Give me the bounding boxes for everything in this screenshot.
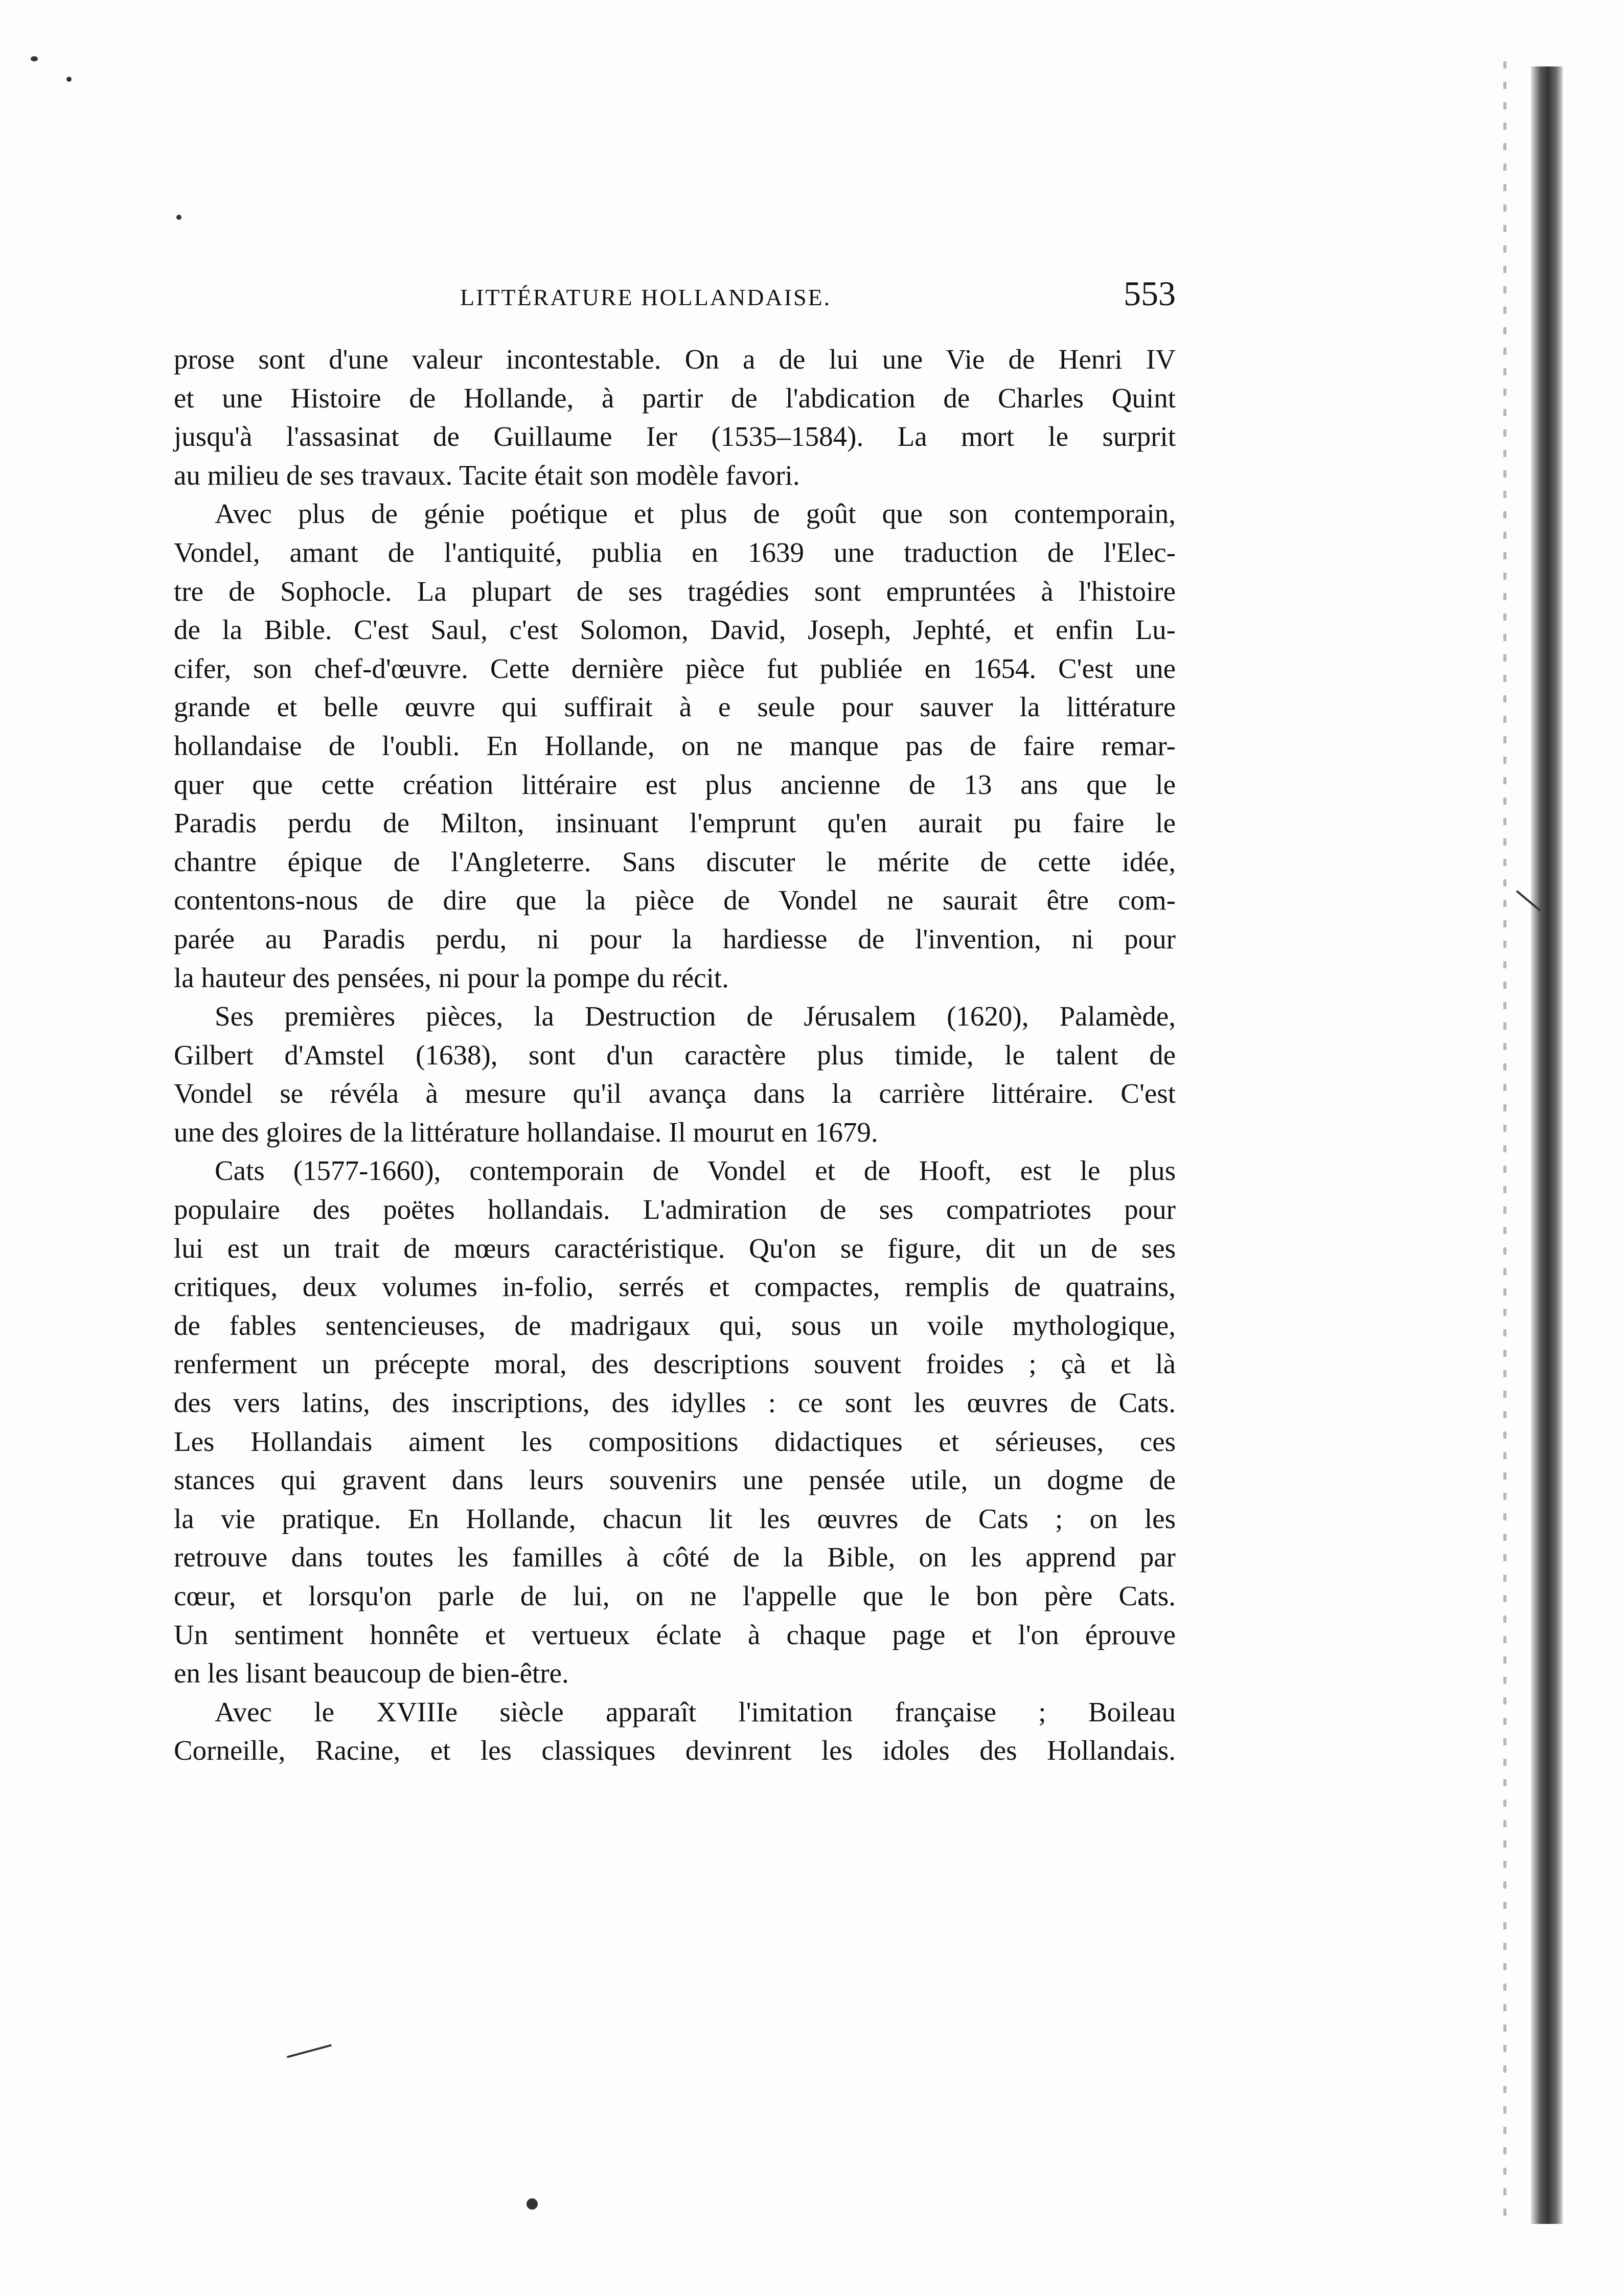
- text-line: en les lisant beaucoup de bien-être.: [174, 1657, 569, 1689]
- text-line: Ses premières pièces, la Destruction de Jérusalem (1620), Palamède,: [215, 1001, 1176, 1032]
- text-line: parée au Paradis perdu, ni pour la hardiesse de l'invention, ni pour: [174, 923, 1176, 954]
- text-line: la vie pratique. En Hollande, chacun lit les œuvres de Cats ; on les: [174, 1503, 1176, 1534]
- text-line: Gilbert d'Amstel (1638), sont d'un caractère plus timide, le talent de: [174, 1039, 1176, 1071]
- text-line: cœur, et lorsqu'on parle de lui, on ne l'appelle que le bon père Cats.: [174, 1580, 1176, 1611]
- text-line: au milieu de ses travaux. Tacite était son modèle favori.: [174, 459, 800, 491]
- pencil-mark: [287, 2044, 332, 2058]
- text-line: de la Bible. C'est Saul, c'est Solomon, David, Joseph, Jephté, et enfin Lu-: [174, 614, 1176, 646]
- text-line: Un sentiment honnête et vertueux éclate à chaque page et l'on éprouve: [174, 1619, 1176, 1650]
- page-number: 553: [1124, 274, 1176, 313]
- page-edge-shadow: [1531, 66, 1563, 2224]
- ink-speck: [176, 215, 181, 220]
- text-line: Corneille, Racine, et les classiques devinrent les idoles des Hollandais.: [174, 1735, 1176, 1766]
- ink-speck: [66, 77, 72, 82]
- text-line: Les Hollandais aiment les compositions didactiques et sérieuses, ces: [174, 1425, 1176, 1457]
- text-line: lui est un trait de mœurs caractéristique. Qu'on se figure, dit un de ses: [174, 1232, 1176, 1264]
- text-line: hollandaise de l'oubli. En Hollande, on ne manque pas de faire remar-: [174, 730, 1176, 761]
- text-line: stances qui gravent dans leurs souvenirs une pensée utile, un dogme de: [174, 1464, 1176, 1496]
- text-line: des vers latins, des inscriptions, des idylles : ce sont les œuvres de Cats.: [174, 1387, 1176, 1419]
- text-line: de fables sentencieuses, de madrigaux qui, sous un voile mythologique,: [174, 1309, 1176, 1341]
- text-line: Cats (1577-1660), contemporain de Vondel et de Hooft, est le plus: [215, 1155, 1176, 1187]
- text-line: quer que cette création littéraire est plus ancienne de 13 ans que le: [174, 768, 1176, 800]
- ink-speck: [527, 2198, 538, 2210]
- text-line: chantre épique de l'Angleterre. Sans discuter le mérite de cette idée,: [174, 846, 1176, 877]
- text-line: retrouve dans toutes les familles à côté de la Bible, on les apprend par: [174, 1541, 1176, 1573]
- text-line: renferment un précepte moral, des descriptions souvent froides ; çà et là: [174, 1348, 1176, 1380]
- text-line: populaire des poëtes hollandais. L'admiration de ses compatriotes pour: [174, 1194, 1176, 1225]
- ink-speck: [31, 56, 38, 61]
- text-line: critiques, deux volumes in-folio, serrés et compactes, remplis de quatrains,: [174, 1271, 1176, 1303]
- text-line: et une Histoire de Hollande, à partir de l'abdication de Charles Quint: [174, 382, 1176, 414]
- text-line: tre de Sophocle. La plupart de ses tragédies sont empruntées à l'histoire: [174, 575, 1176, 607]
- running-title: LITTÉRATURE HOLLANDAISE.: [460, 284, 832, 310]
- text-line: Paradis perdu de Milton, insinuant l'emprunt qu'en aurait pu faire le: [174, 807, 1176, 839]
- text-line: une des gloires de la littérature hollandaise. Il mourut en 1679.: [174, 1116, 878, 1148]
- text-line: prose sont d'une valeur incontestable. On a de lui une Vie de Henri IV: [174, 344, 1176, 375]
- text-line: la hauteur des pensées, ni pour la pompe du récit.: [174, 962, 729, 993]
- text-line: jusqu'à l'assasinat de Guillaume Ier (1535–1584). La mort le surprit: [174, 421, 1176, 452]
- text-line: contentons-nous de dire que la pièce de Vondel ne saurait être com-: [174, 884, 1176, 916]
- text-line: Avec plus de génie poétique et plus de goût que son contemporain,: [215, 498, 1176, 530]
- text-line: Vondel se révéla à mesure qu'il avança dans la carrière littéraire. C'est: [174, 1078, 1176, 1109]
- text-line: Vondel, amant de l'antiquité, publia en 1639 une traduction de l'Elec-: [174, 536, 1176, 568]
- body-text: [174, 340, 1176, 1770]
- text-line: Avec le XVIIIe siècle apparaît l'imitation française ; Boileau: [215, 1696, 1176, 1727]
- text-line: grande et belle œuvre qui suffirait à e seule pour sauver la littérature: [174, 691, 1176, 723]
- text-line: cifer, son chef-d'œuvre. Cette dernière pièce fut publiée en 1654. C'est une: [174, 652, 1176, 684]
- page-header: [174, 268, 1176, 325]
- page-edge-fold: [1503, 61, 1506, 2229]
